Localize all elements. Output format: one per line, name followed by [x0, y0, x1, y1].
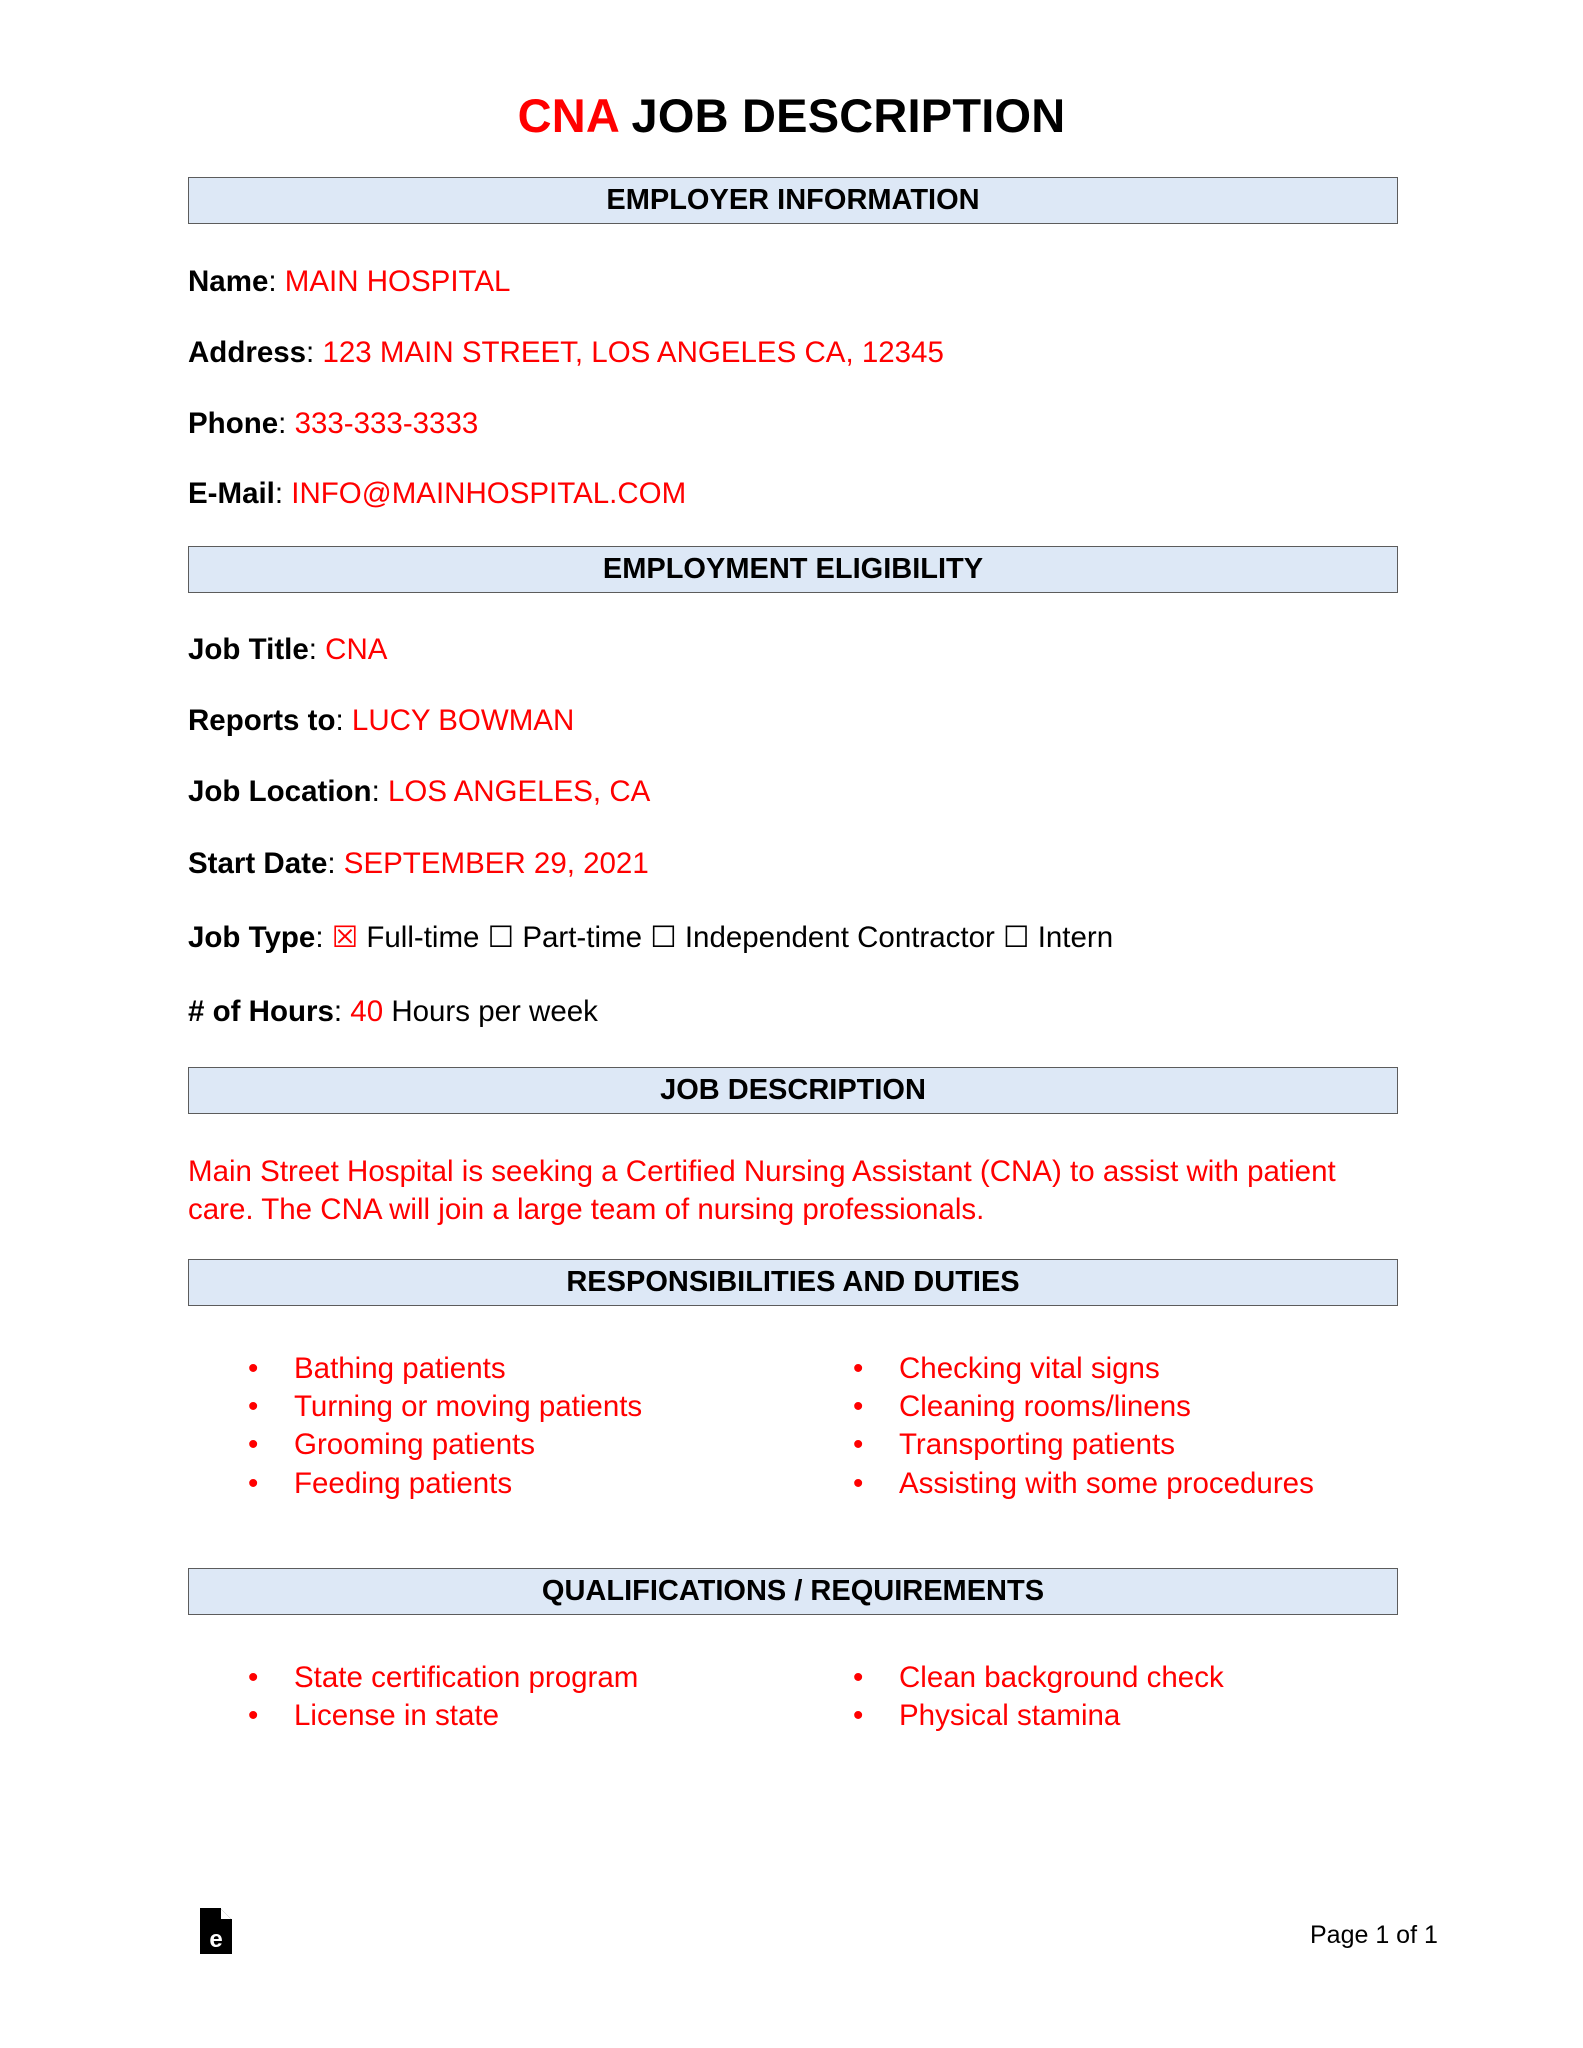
field-label: Phone: [188, 407, 279, 440]
field-value: SEPTEMBER 29, 2021: [343, 847, 649, 880]
field-employer-address: Address: 123 MAIN STREET, LOS ANGELES CA, 12345: [188, 336, 944, 369]
section-header-qualifications: QUALIFICATIONS / REQUIREMENTS: [188, 1568, 1398, 1615]
list-item: • Assisting with some procedures: [853, 1465, 1314, 1503]
field-employer-email: E-Mail: INFO@MAINHOSPITAL.COM: [188, 477, 687, 510]
field-label: Address: [188, 336, 307, 369]
job-type-option-label: Independent Contractor: [684, 921, 995, 954]
job-type-option-label: Full-time: [366, 921, 480, 954]
field-job-type: Job Type: ☒ Full-time ☐ Part-time ☐ Independent Contractor ☐ Intern: [188, 921, 1114, 954]
list-item: • Cleaning rooms/linens: [853, 1388, 1314, 1426]
field-value: INFO@MAINHOSPITAL.COM: [291, 477, 687, 510]
field-label: Job Location: [188, 775, 372, 808]
hours-suffix: Hours per week: [391, 995, 598, 1028]
list-item: • Bathing patients: [248, 1350, 642, 1388]
checkbox-part-time[interactable]: ☐: [487, 921, 515, 954]
page-number: Page 1 of 1: [1310, 1921, 1438, 1949]
field-reports-to: Reports to: LUCY BOWMAN: [188, 704, 575, 737]
document-title: [0, 88, 1583, 144]
field-value: LUCY BOWMAN: [351, 704, 575, 737]
field-job-title: Job Title: CNA: [188, 633, 388, 666]
job-type-option-label: Part-time: [522, 921, 642, 954]
field-value: 123 MAIN STREET, LOS ANGELES CA, 12345: [322, 336, 944, 369]
title-rest: JOB DESCRIPTION: [618, 89, 1066, 142]
field-label: Name: [188, 265, 269, 298]
eforms-logo-icon: [198, 1906, 234, 1956]
list-item: • Grooming patients: [248, 1426, 642, 1464]
field-hours: # of Hours: 40 Hours per week: [188, 995, 598, 1028]
list-item: • Feeding patients: [248, 1465, 642, 1503]
field-employer-name: Name: MAIN HOSPITAL: [188, 265, 511, 298]
list-item: • Physical stamina: [853, 1697, 1224, 1735]
section-header-responsibilities: RESPONSIBILITIES AND DUTIES: [188, 1259, 1398, 1306]
list-item: • Checking vital signs: [853, 1350, 1314, 1388]
field-label: E-Mail: [188, 477, 275, 510]
checkbox-independent-contractor[interactable]: ☐: [650, 921, 677, 954]
field-value: LOS ANGELES, CA: [387, 775, 651, 808]
field-label: Reports to: [188, 704, 336, 737]
field-value: MAIN HOSPITAL: [284, 265, 511, 298]
list-item: • Transporting patients: [853, 1426, 1314, 1464]
job-description-text: Main Street Hospital is seeking a Certified Nursing Assistant (CNA) to assist with patient care. The CNA will join a large team of nursing professionals.: [188, 1155, 1336, 1226]
list-item: • Clean background check: [853, 1659, 1224, 1697]
section-header-job-description: JOB DESCRIPTION: [188, 1067, 1398, 1114]
responsibilities-list-right: [853, 1350, 1314, 1503]
section-header-eligibility: EMPLOYMENT ELIGIBILITY: [188, 546, 1398, 593]
list-item: • License in state: [248, 1697, 638, 1735]
field-employer-phone: Phone: 333-333-3333: [188, 407, 479, 440]
field-label: Start Date: [188, 847, 328, 880]
field-label: Job Title: [188, 633, 309, 666]
list-item: • State certification program: [248, 1659, 638, 1697]
qualifications-list-left: [248, 1659, 638, 1735]
list-item: • Turning or moving patients: [248, 1388, 642, 1426]
field-label: Job Type: [188, 921, 316, 954]
qualifications-list-right: [853, 1659, 1224, 1735]
section-header-employer: EMPLOYER INFORMATION: [188, 177, 1398, 224]
field-start-date: Start Date: SEPTEMBER 29, 2021: [188, 847, 649, 880]
field-value: 333-333-3333: [294, 407, 479, 440]
checkbox-intern[interactable]: ☐: [1003, 921, 1030, 954]
field-value: CNA: [325, 633, 388, 666]
job-type-option-label: Intern: [1037, 921, 1114, 954]
field-value: 40: [350, 995, 384, 1028]
svg-text:e: e: [209, 1926, 223, 1953]
title-accent: CNA: [517, 89, 619, 142]
checkbox-full-time[interactable]: ☒: [331, 921, 359, 954]
field-job-location: Job Location: LOS ANGELES, CA: [188, 775, 651, 808]
responsibilities-list-left: [248, 1350, 642, 1503]
field-label: # of Hours: [188, 995, 334, 1028]
